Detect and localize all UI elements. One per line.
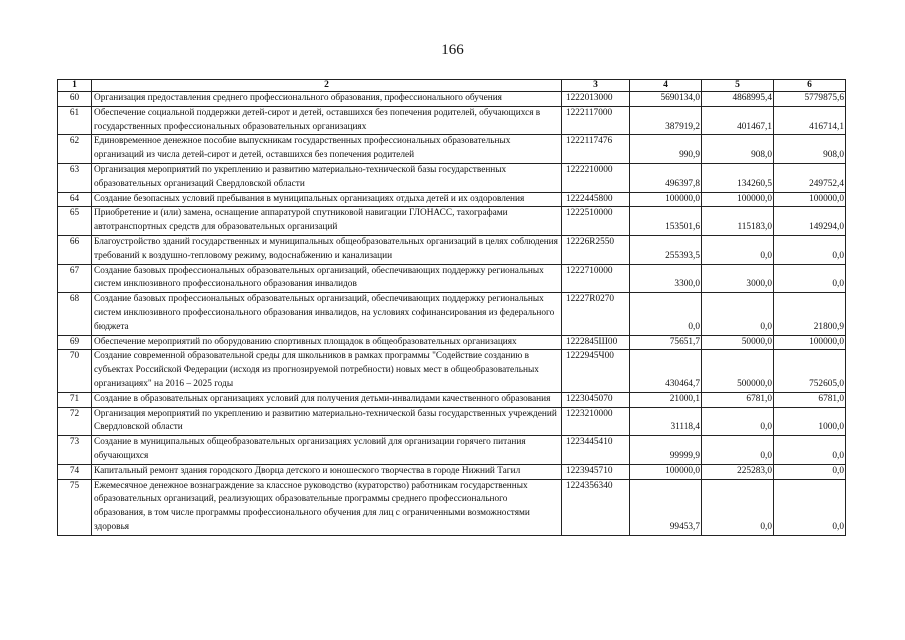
row-value-col6: 0,0: [774, 436, 846, 465]
table-row: [58, 106, 846, 135]
row-number: 74: [58, 464, 92, 479]
row-value-col5: 6781,0: [702, 392, 774, 407]
row-name: Организация мероприятий по укреплению и развитию материально-технической базы государственных учреждений Свердловской области: [92, 407, 562, 436]
row-value-col5: 50000,0: [702, 335, 774, 350]
row-name: Создание в образовательных организациях условий для получения детьми-инвалидами качественного образования: [92, 392, 562, 407]
table-row: [58, 350, 846, 392]
row-value-col6: 249752,4: [774, 163, 846, 192]
row-value-col4: 100000,0: [630, 464, 702, 479]
row-code: 1222445800: [562, 192, 630, 207]
row-value-col6: 1000,0: [774, 407, 846, 436]
row-name: Обеспечение социальной поддержки детей-сирот и детей, оставшихся без попечения родителей, обучающихся в государственных профессиональных образовательных организациях: [92, 106, 562, 135]
row-name: Создание современной образовательной среды для школьников в рамках программы "Содействие созданию в субъектах Российской Федерации (исходя из прогнозируемой потребности) новых мест в общеобразовательных организациях" на 2016 – 2025 годы: [92, 350, 562, 392]
row-code: 1222117476: [562, 135, 630, 164]
row-code: 1222210000: [562, 163, 630, 192]
row-code: 1222945Ч00: [562, 350, 630, 392]
row-name: Создание безопасных условий пребывания в муниципальных организациях отдыха детей и их оздоровления: [92, 192, 562, 207]
row-number: 75: [58, 479, 92, 535]
row-number: 72: [58, 407, 92, 436]
row-value-col6: 5779875,6: [774, 92, 846, 107]
row-value-col6: 908,0: [774, 135, 846, 164]
row-value-col5: 0,0: [702, 436, 774, 465]
table-row: [58, 479, 846, 535]
header-row: [58, 80, 846, 92]
table-row: [58, 464, 846, 479]
row-value-col5: 908,0: [702, 135, 774, 164]
row-number: 71: [58, 392, 92, 407]
header-col-4: 4: [630, 80, 702, 92]
table-row: [58, 163, 846, 192]
row-value-col6: 100000,0: [774, 335, 846, 350]
table-row: [58, 436, 846, 465]
row-name: Создание в муниципальных общеобразовательных организациях условий для организации горячего питания обучающихся: [92, 436, 562, 465]
row-value-col4: 3300,0: [630, 264, 702, 293]
row-code: 1222510000: [562, 207, 630, 236]
row-value-col5: 0,0: [702, 479, 774, 535]
row-value-col4: 0,0: [630, 293, 702, 335]
row-code: 1223945710: [562, 464, 630, 479]
row-name: Создание базовых профессиональных образовательных организаций, обеспечивающих поддержку региональных систем инклюзивного профессионального образования инвалидов: [92, 264, 562, 293]
row-number: 61: [58, 106, 92, 135]
table-row: [58, 92, 846, 107]
row-value-col4: 153501,6: [630, 207, 702, 236]
row-value-col5: 3000,0: [702, 264, 774, 293]
row-name: Ежемесячное денежное вознаграждение за классное руководство (кураторство) работникам государственных образовательных организаций, реализующих образовательные программы среднего профессионального образования, в том числе программы профессионального обучения для лиц с ограниченными возможностями здоровья: [92, 479, 562, 535]
row-value-col5: 4868995,4: [702, 92, 774, 107]
page-number: 166: [441, 42, 464, 58]
row-value-col6: 149294,0: [774, 207, 846, 236]
table-row: [58, 264, 846, 293]
row-value-col4: 99453,7: [630, 479, 702, 535]
row-value-col6: 416714,1: [774, 106, 846, 135]
row-value-col6: 0,0: [774, 479, 846, 535]
row-value-col5: 0,0: [702, 407, 774, 436]
header-col-6: 6: [774, 80, 846, 92]
row-number: 67: [58, 264, 92, 293]
table-row: [58, 335, 846, 350]
budget-table: [57, 79, 846, 536]
row-value-col4: 99999,9: [630, 436, 702, 465]
row-value-col4: 990,9: [630, 135, 702, 164]
row-number: 73: [58, 436, 92, 465]
row-value-col5: 500000,0: [702, 350, 774, 392]
row-number: 64: [58, 192, 92, 207]
row-value-col6: 6781,0: [774, 392, 846, 407]
row-value-col6: 0,0: [774, 264, 846, 293]
row-code: 1223445410: [562, 436, 630, 465]
row-code: 12226R2550: [562, 235, 630, 264]
row-code: 1222013000: [562, 92, 630, 107]
row-name: Организация предоставления среднего профессионального образования, профессионального обучения: [92, 92, 562, 107]
header-col-3: 3: [562, 80, 630, 92]
row-name: Приобретение и (или) замена, оснащение аппаратурой спутниковой навигации ГЛОНАСС, тахографами автотранспортных средств для образовательных организаций: [92, 207, 562, 236]
row-code: 1224356340: [562, 479, 630, 535]
row-number: 62: [58, 135, 92, 164]
row-value-col4: 387919,2: [630, 106, 702, 135]
table-row: [58, 293, 846, 335]
row-value-col6: 0,0: [774, 464, 846, 479]
row-value-col5: 401467,1: [702, 106, 774, 135]
row-code: 1223210000: [562, 407, 630, 436]
row-value-col4: 255393,5: [630, 235, 702, 264]
row-number: 68: [58, 293, 92, 335]
row-value-col4: 496397,8: [630, 163, 702, 192]
header-col-1: 1: [58, 80, 92, 92]
row-value-col6: 21800,9: [774, 293, 846, 335]
row-name: Единовременное денежное пособие выпускникам государственных профессиональных образовательных организаций из числа детей-сирот и детей, оставшихся без попечения родителей: [92, 135, 562, 164]
header-col-5: 5: [702, 80, 774, 92]
row-value-col4: 31118,4: [630, 407, 702, 436]
row-number: 69: [58, 335, 92, 350]
row-value-col4: 21000,1: [630, 392, 702, 407]
row-value-col5: 0,0: [702, 293, 774, 335]
row-value-col4: 75651,7: [630, 335, 702, 350]
row-code: 1222710000: [562, 264, 630, 293]
row-number: 65: [58, 207, 92, 236]
row-value-col5: 0,0: [702, 235, 774, 264]
row-number: 63: [58, 163, 92, 192]
table-row: [58, 235, 846, 264]
row-number: 60: [58, 92, 92, 107]
table-row: [58, 407, 846, 436]
row-value-col5: 115183,0: [702, 207, 774, 236]
row-value-col6: 0,0: [774, 235, 846, 264]
row-name: Создание базовых профессиональных образовательных организаций, обеспечивающих поддержку региональных систем инклюзивного профессионального образования инвалидов, на условиях софинансирования из федерального бюджета: [92, 293, 562, 335]
row-code: 1222117000: [562, 106, 630, 135]
row-value-col6: 100000,0: [774, 192, 846, 207]
row-value-col4: 100000,0: [630, 192, 702, 207]
row-value-col5: 134260,5: [702, 163, 774, 192]
row-code: 1222845Ш00: [562, 335, 630, 350]
row-value-col5: 225283,0: [702, 464, 774, 479]
row-value-col5: 100000,0: [702, 192, 774, 207]
row-value-col4: 430464,7: [630, 350, 702, 392]
row-number: 70: [58, 350, 92, 392]
row-code: 12227R0270: [562, 293, 630, 335]
row-name: Капитальный ремонт здания городского Дворца детского и юношеского творчества в городе Нижний Тагил: [92, 464, 562, 479]
table-row: [58, 207, 846, 236]
row-name: Организация мероприятий по укреплению и развитию материально-технической базы государственных образовательных организаций Свердловской области: [92, 163, 562, 192]
row-code: 1223045070: [562, 392, 630, 407]
row-value-col6: 752605,0: [774, 350, 846, 392]
table-row: [58, 135, 846, 164]
row-name: Благоустройство зданий государственных и муниципальных общеобразовательных организаций в целях соблюдения требований к воздушно-тепловому режиму, водоснабжению и канализации: [92, 235, 562, 264]
row-number: 66: [58, 235, 92, 264]
row-value-col4: 5690134,0: [630, 92, 702, 107]
table-row: [58, 192, 846, 207]
table-row: [58, 392, 846, 407]
row-name: Обеспечение мероприятий по оборудованию спортивных площадок в общеобразовательных организациях: [92, 335, 562, 350]
header-col-2: 2: [92, 80, 562, 92]
